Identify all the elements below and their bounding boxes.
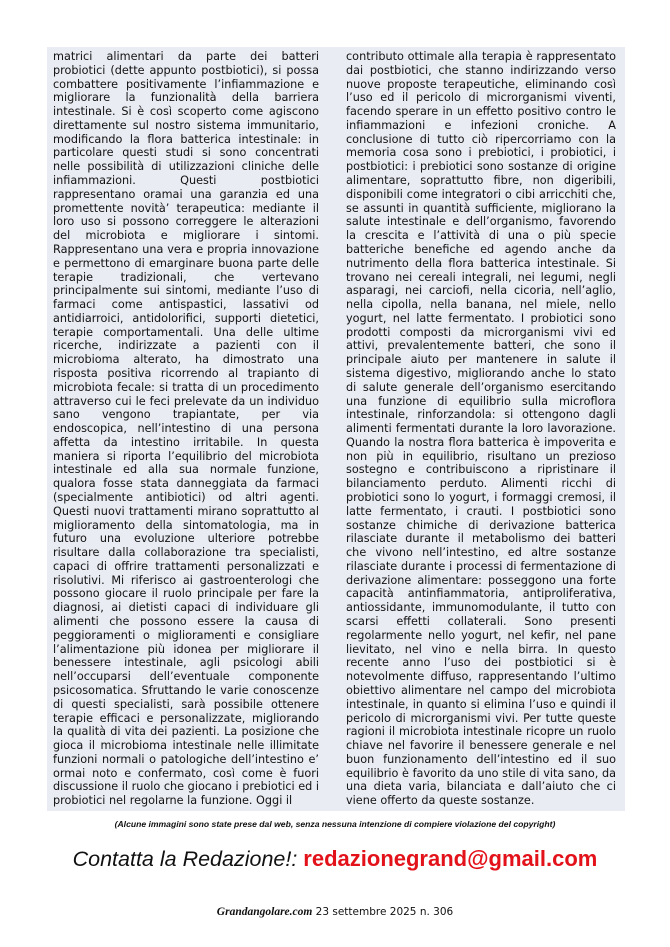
article-column-right: contributo ottimale alla terapia è rappresentato dai postbiotici, che stanno indirizzando verso nuove proposte terapeutiche, eliminando così l’uso ed il pericolo di microrganismi viventi, facendo sperare in un effetto positivo contro le infiammazioni e infezioni croniche. A conclusione di tutto ciò ripercorriamo con la memoria cosa sono i prebiotici, i probiotici, i postbiotici: i prebiotici sono sostanze di origine alimentare, soprattutto fibre, non digeribili, disponibili come integratori o cibi arricchiti che, se assunti in quantità sufficiente, migliorano la salute intestinale e dell’organismo, favorendo la crescita e l’attività di una o più specie batteriche benefiche ed agendo anche da nutrimento della flora batterica intestinale. Si trovano nei cereali integrali, nei legumi, negli asparagi, nei carciofi, nella cicoria, nell’aglio, nella cipolla, nella banana, nel miele, nello yogurt, nel latte fermentato. I probiotici sono prodotti composti da microrganismi vivi ed attivi, prevalentemente batteri, che sono il principale aiuto per mantenere in salute il sistema digestivo, migliorando anche lo stato di salute generale dell’organismo esercitando una funzione di equilibrio sulla microflora intestinale, rinforzandola: si ottengono dagli alimenti fermentati durante la loro lavorazione. Quando la nostra flora batterica è impoverita e non più in equilibrio, risultano un prezioso sostegno e contribuiscono a ripristinare il bilanciamento perduto. Alimenti ricchi di probiotici sono lo yogurt, i formaggi cremosi, il latte fermentato, i crauti. I postbiotici sono sostanze chimiche di derivazione batterica rilasciate durante il metabolismo dei batteri che vivono nell’intestino, ed altre sostanze rilasciate durante i processi di fermentazione di derivazione alimentare: posseggono una forte capacità antinfiammatoria, antiproliferativa, antiossidante, immunomodulante, il tutto con scarsi effetti collaterali. Sono presenti regolarmente nello yogurt, nel kefir, nel pane lievitato, nel vino e nella birra. In questo recente anno l’uso dei postbiotici si è notevolmente diffuso, rappresentando l’ultimo obiettivo alimentare nel campo del microbiota intestinale, in quanto si elimina l’uso e quindi il pericolo di microrganismi vivi. Per tutte queste ragioni il microbiota intestinale ricopre un ruolo chiave nel favorire il benessere generale e nel buon funzionamento dell’intestino ed il suo equilibrio è favorito da uno stile di vita sano, da una dieta varia, bilanciata e dall’aiuto che ci viene offerto da queste sostanze. <box>346 50 616 808</box>
article-body <box>47 47 625 811</box>
article-column-left: matrici alimentari da parte dei batteri probiotici (dette appunto postbiotici), si possa combattere positivamente l’infiammazione e migliorare la funzionalità della barriera intestinale. Si è così scoperto come agiscono direttamente sul nostro sistema immunitario, modificando la flora batterica intestinale: in particolare questi studi si sono concentrati nelle possibilità di utilizzazioni cliniche delle infiammazioni. Questi postbiotici rappresentano oramai una garanzia ed una promettente novità’ terapeutica: mediante il loro uso si possono correggere le alterazioni del microbiota e migliorare i sintomi. Rappresentano una vera e propria innovazione e permettono di emarginare buona parte delle terapie tradizionali, che vertevano principalmente sui sintomi, mediante l’uso di farmaci come antispastici, lassativi od antidiarroici, antidolorifici, supporti dietetici, terapie comportamentali. Una delle ultime ricerche, indirizzate a pazienti con il microbioma alterato, ha dimostrato una risposta positiva ricorrendo al trapianto di microbiota fecale: si tratta di un procedimento attraverso cui le feci prelevate da un individuo sano vengono trapiantate, per via endoscopica, nell’intestino di una persona affetta da intestino irritabile. In questa maniera si riporta l’equilibrio del microbiota intestinale ed alla sua normale funzione, qualora fosse stata danneggiata da farmaci (specialmente antibiotici) od altri agenti. Questi nuovi trattamenti mirano soprattutto al miglioramento della sintomatologia, ma in futuro una evoluzione ulteriore potrebbe risultare dalla collaborazione tra specialisti, capaci di offrire trattamenti personalizzati e risolutivi. Mi riferisco ai gastroenterologi che possono giocare il ruolo principale per fare la diagnosi, ai dietisti capaci di individuare gli alimenti che possono essere la causa di peggioramenti o miglioramenti e consigliare l’alimentazione più idonea per migliorare il benessere intestinale, agli psicologi abili nell’occuparsi dell’eventuale componente psicosomatica. Sfruttando le varie conoscenze di questi specialisti, sarà possibile ottenere terapie efficaci e personalizzate, migliorando la qualità di vita dei pazienti. La posizione che gioca il microbioma intestinale nelle illimitate funzioni normali o patologiche dell’intestino e’ ormai noto e confermato, così come è fuori discussione il ruolo che giocano i prebiotici ed i probiotici nel regolarne la funzione. Oggi il <box>53 50 319 808</box>
contact-line <box>0 846 670 872</box>
copyright-disclaimer: (Alcune immagini sono state prese dal web, senza nessuna intenzione di compiere violazione del copyright) <box>114 819 556 829</box>
contact-label: Contatta la Redazione!: <box>72 847 304 871</box>
footer-site-name: Grandangolare.com <box>216 906 313 918</box>
footer-date-issue: 23 settembre 2025 n. 306 <box>312 906 454 918</box>
contact-email-link[interactable]: redazionegrand@gmail.com <box>303 846 598 871</box>
page-footer <box>0 906 670 918</box>
